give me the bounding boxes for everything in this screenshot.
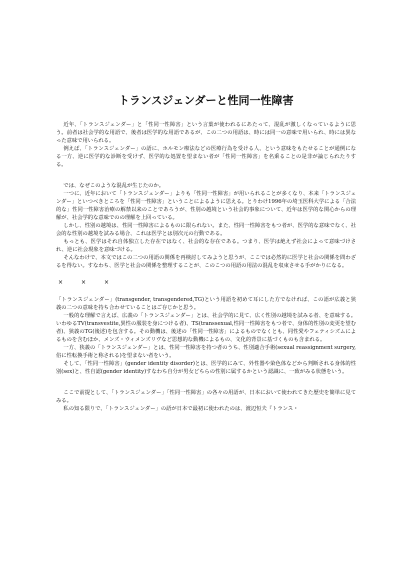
section-separator [58, 278, 356, 288]
paragraph: 例えば、「トランスジェンダー」の語に、ホルモン療法などの医療行為を受ける人、という意味をもたせることが通例になる一方、逆に医学的な診断を受けず、医学的な処置を望まない者が「性同一性障害」を名乗ることの是非が論じられたりする。 [56, 145, 356, 168]
paragraph: そんなわけで、本文ではこの二つの用語の関係を再検討してみようと思うが、ここでは必然的に医学と社会の関係を問わざるを得ない。すなわち、医学と社会の関係を整理することが、このこつの用語の用法の混乱を収束させる手がかりになる。 [56, 254, 356, 269]
separator-mark: × [58, 279, 64, 287]
paragraph: では、なぜこのような混乱が生じたのか。 [63, 183, 165, 190]
paragraph: 一方、狭義の「トランスジェンダー」とは、性同一性障害を持つ者のうち、性別適合手術(sexual reassignment surgery,俗に性転換手術と称される)を望まない者をいう。 [56, 344, 356, 359]
separator-mark: × [104, 279, 110, 287]
paragraph: そして、「性同一性障害」(gender identity disorder)とは、医学的にみて、外性器や染色体などから判断される身体的性別(sex)と、性自認(gender identity)すなわち自分が男女どちらの性別に属するかという認識に、一致がみる状態をいう。 [56, 360, 356, 375]
paragraph: もっとも、医学はそれ自体独立した存在ではなく、社会的な存在である。つまり、医学は絶えず社会によって意味づけされ、逆に社会現象を意味づける。 [56, 238, 356, 253]
paragraph: 一般的な理解で言えば、広義の「トランスジェンダー」とは、社会学的に見て、広く性別の越境を試みる者、を意味する。いわゆるTV(transvestite,異性の服装を身につける者)、TS(transsexual,性同一性障害をもつ者で、身体的性別の変更を望む者)、狭義のTG(後述)を包含する。その動機は、後述の「性同一性障害」によるものでなくとも、同性愛やフェティシズムによるものを含むほか、メンズ・ウィメンズリヴなど思想的な動機によるもの、文化的背景に基づくものも含まれる。 [56, 313, 356, 343]
paragraph: 私の知る限りで、「トランスジェンダー」の語が日本で最初に使われたのは、渡辺恒夫『トランス・ [63, 406, 299, 413]
separator-mark: × [81, 279, 87, 287]
paragraph: ここで前提として、「トランスジェンダー」「性同一性障害」の各々の用語が、日本において使われてきた歴史を簡単に見てみる。 [56, 390, 356, 405]
paragraph: 一つに、近年において「トランスジェンダー」よりも「性同一性障害」が用いられることが多くなり、本来「トランスジェンダー」といつべきところを「性同一性障害」ということによるように思える。とりわけ1996年の埼玉医科大学による「合法的な」性同一性障害治療の解禁以来のことであろうが、性別の越境という社会的事象について、近年は医学的な関心からの理解が、社会学的な意味でのの理解を上回っている。 [56, 191, 356, 222]
paragraph: 「トランスジェンダー」(transgender, transgendered,TG)という用語を初めて耳にした方でなければ、この語が広義と狭義の二つの意味を持ち合わせていることはご存じかと思う。 [56, 297, 356, 312]
document-title: トランスジェンダーと性同一性障害 [118, 94, 294, 107]
paragraph: しかし、性別の越境は、性同一性障害によるものに限られない。また、性同一性障害をもつ者が、医学的な意味でなく、社会的な性別の越境を試みる場合、これは医学とは別次元の行動である。 [56, 222, 356, 237]
paragraph: 近年、「トランスジェンダー」と「性同一性障害」という言葉が使われるにあたって、混乱が激しくなっているように思う。前者は社会学的な用語で、後者は医学的な用語であるが、この二つの用語は、時には同一の意味で用いられ、時には異なった意味で用いられる。 [56, 122, 356, 144]
